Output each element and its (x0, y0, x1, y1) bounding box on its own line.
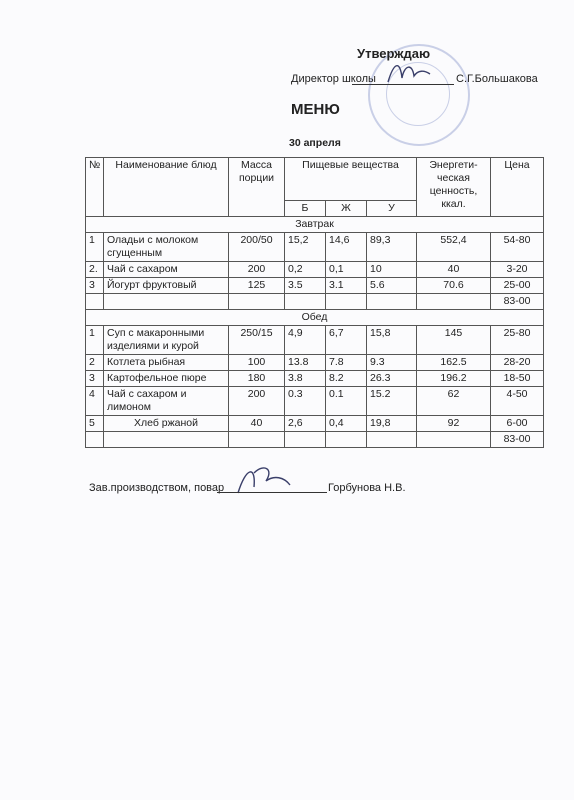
cell-b: 0.3 (285, 387, 326, 416)
cell-zh: 7.8 (326, 355, 367, 371)
cell-b: 2,6 (285, 416, 326, 432)
header-mass: Масса порции (229, 158, 285, 217)
cell-dish: Суп с макаронными изделиями и курой (104, 326, 229, 355)
table-row (86, 326, 544, 355)
table-row (86, 355, 544, 371)
cell-energy: 162.5 (417, 355, 491, 371)
cell-price: 3-20 (491, 262, 544, 278)
table-header-row (86, 158, 544, 201)
cell-price: 18-50 (491, 371, 544, 387)
cell-mass: 200 (229, 387, 285, 416)
cell-mass: 180 (229, 371, 285, 387)
cell-b: 15,2 (285, 233, 326, 262)
cell-dish: Хлеб ржаной (104, 416, 229, 432)
header-b: Б (285, 201, 326, 217)
cell-u: 26.3 (367, 371, 417, 387)
cell-num: 4 (86, 387, 104, 416)
cell-mass: 100 (229, 355, 285, 371)
table-row (86, 233, 544, 262)
cell-num: 2 (86, 355, 104, 371)
cell-num: 2. (86, 262, 104, 278)
cell-b: 3.5 (285, 278, 326, 294)
chef-position: Зав.производством, повар (89, 482, 225, 494)
cell-energy: 92 (417, 416, 491, 432)
total-row-lunch (86, 432, 544, 448)
cell-price: 54-80 (491, 233, 544, 262)
section-title: Завтрак (86, 217, 544, 233)
cell-mass: 125 (229, 278, 285, 294)
cell-u: 5.6 (367, 278, 417, 294)
total-row-breakfast (86, 294, 544, 310)
header-zh: Ж (326, 201, 367, 217)
approval-heading: Утверждаю (357, 46, 431, 61)
section-title: Обед (86, 310, 544, 326)
header-nutrients: Пищевые вещества (285, 158, 417, 201)
table-row (86, 416, 544, 432)
cell-b: 3.8 (285, 371, 326, 387)
table-row (86, 387, 544, 416)
cell-price: 4-50 (491, 387, 544, 416)
cell-u: 15.2 (367, 387, 417, 416)
table-row (86, 262, 544, 278)
cell-b: 4,9 (285, 326, 326, 355)
total-price: 83-00 (491, 294, 544, 310)
cell-dish: Котлета рыбная (104, 355, 229, 371)
cell-energy: 552,4 (417, 233, 491, 262)
cell-num: 1 (86, 326, 104, 355)
cell-zh: 8.2 (326, 371, 367, 387)
cell-price: 25-80 (491, 326, 544, 355)
header-u: У (367, 201, 417, 217)
cell-num: 5 (86, 416, 104, 432)
cell-mass: 250/15 (229, 326, 285, 355)
cell-energy: 62 (417, 387, 491, 416)
chef-signature-line (217, 492, 327, 493)
table-row (86, 371, 544, 387)
total-price: 83-00 (491, 432, 544, 448)
cell-u: 15,8 (367, 326, 417, 355)
header-dish: Наименование блюд (104, 158, 229, 217)
header-num: № (86, 158, 104, 217)
director-signature-line (352, 84, 454, 85)
cell-mass: 200 (229, 262, 285, 278)
cell-price: 6-00 (491, 416, 544, 432)
cell-price: 25-00 (491, 278, 544, 294)
cell-u: 10 (367, 262, 417, 278)
cell-u: 9.3 (367, 355, 417, 371)
cell-num: 3 (86, 371, 104, 387)
cell-zh: 0.1 (326, 387, 367, 416)
header-price: Цена (491, 158, 544, 217)
menu-date: 30 апреля (289, 137, 341, 149)
cell-num: 3 (86, 278, 104, 294)
cell-energy: 145 (417, 326, 491, 355)
cell-price: 28-20 (491, 355, 544, 371)
cell-dish: Картофельное пюре (104, 371, 229, 387)
section-row-lunch (86, 310, 544, 326)
section-row-breakfast (86, 217, 544, 233)
chef-signature (234, 463, 294, 501)
cell-mass: 200/50 (229, 233, 285, 262)
cell-zh: 0,1 (326, 262, 367, 278)
cell-u: 89,3 (367, 233, 417, 262)
header-energy: Энергети-ческая ценность, ккал. (417, 158, 491, 217)
cell-b: 0,2 (285, 262, 326, 278)
menu-table (85, 157, 544, 448)
cell-dish: Чай с сахаром и лимоном (104, 387, 229, 416)
table-row (86, 278, 544, 294)
director-name: С.Г.Большакова (456, 73, 538, 85)
chef-name: Горбунова Н.В. (328, 482, 406, 494)
cell-u: 19,8 (367, 416, 417, 432)
cell-zh: 0,4 (326, 416, 367, 432)
cell-dish: Чай с сахаром (104, 262, 229, 278)
cell-zh: 14,6 (326, 233, 367, 262)
cell-b: 13.8 (285, 355, 326, 371)
cell-zh: 3.1 (326, 278, 367, 294)
page-title: МЕНЮ (291, 101, 340, 118)
cell-dish: Оладьи с молоком сгущенным (104, 233, 229, 262)
cell-energy: 40 (417, 262, 491, 278)
cell-zh: 6,7 (326, 326, 367, 355)
cell-num: 1 (86, 233, 104, 262)
director-position: Директор школы (291, 73, 376, 85)
cell-energy: 70.6 (417, 278, 491, 294)
cell-energy: 196.2 (417, 371, 491, 387)
cell-dish: Йогурт фруктовый (104, 278, 229, 294)
cell-mass: 40 (229, 416, 285, 432)
